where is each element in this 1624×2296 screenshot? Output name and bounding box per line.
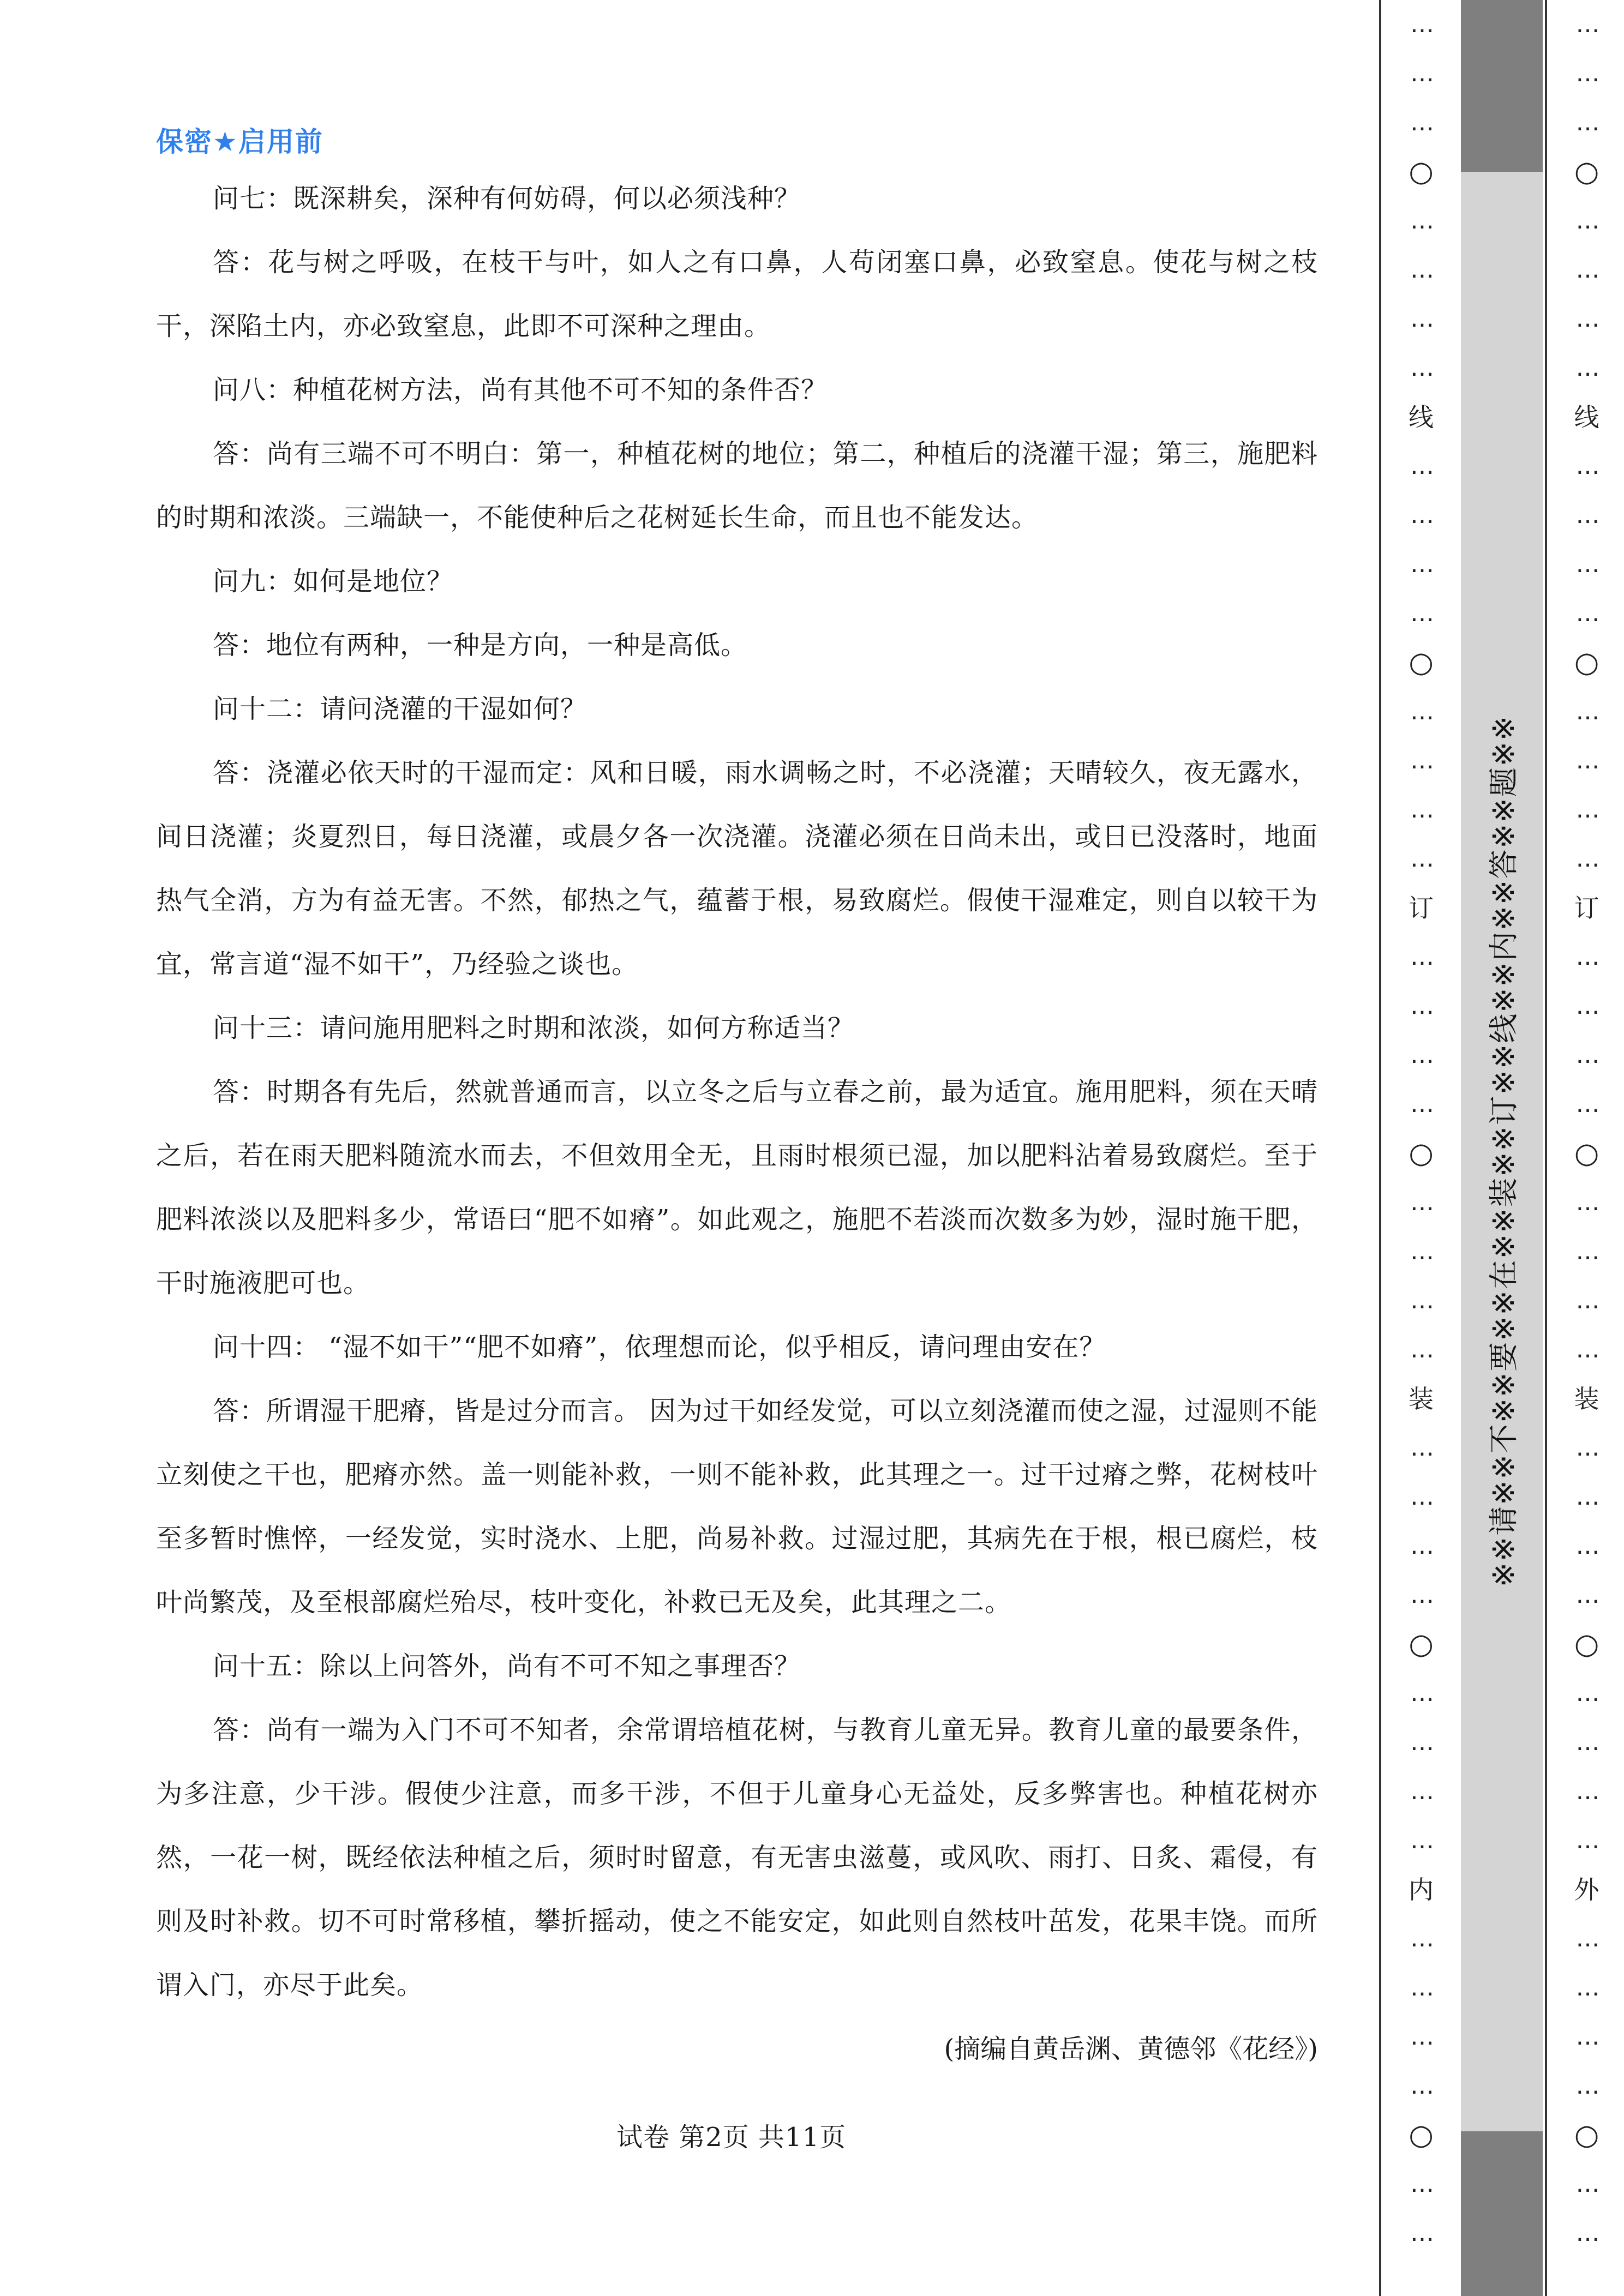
inner-dots: … [1410,305,1432,333]
inner-dots: … [1410,1925,1432,1952]
outer-dots: … [1575,2219,1598,2247]
outer-circle-mark: ○ [1574,1628,1599,1661]
inner-circle-mark: ○ [1409,155,1434,188]
answer-13: 答：时期各有先后，然就普通而言，以立冬之后与立春之前，最为适宜。施用肥料，须在天晴之后，若在雨天肥料随流水而去，不但效用全无，且雨时根须已湿，加以肥料沾着易致腐烂。至于肥料浓淡以及肥料多少，常语曰“肥不如瘠”。如此观之，施肥不若淡而次数多为妙，湿时施干肥，干时施液肥可也。 [156,1077,1318,1299]
inner-dots: … [1410,599,1432,627]
outer-dots: … [1575,2170,1598,2198]
outer-dots: … [1575,207,1598,235]
inner-dots: … [1410,1041,1432,1069]
inner-dots: … [1410,1826,1432,1854]
question-13: 问十三：请问施用肥料之时期和浓淡，如何方称适当？ [213,1013,855,1043]
answer-9: 答：地位有两种，一种是方向，一种是高低。 [213,630,748,660]
inner-dots: … [1410,1679,1432,1707]
inner-word: 订 [1409,893,1434,923]
inner-dots: … [1410,992,1432,1020]
inner-dots: … [1410,109,1432,136]
inner-dots: … [1410,698,1432,725]
answer-12: 答：浇灌必依天时的干湿而定：风和日暖，雨水调畅之时，不必浇灌；天晴较久，夜无露水，间日浇灌；炎夏烈日，每日浇灌，或晨夕各一次浇灌。浇灌必须在日尚未出，或日已没落时，地面热气全消，方为有益无害。不然，郁热之气，蕴蓄于根，易致腐烂。假使干湿难定，则自以较干为宜，常言道“湿不如干”，乃经验之谈也。 [156,758,1318,979]
inner-dots: … [1410,59,1432,87]
outer-dots: … [1575,599,1598,627]
outer-word: 装 [1574,1384,1599,1414]
inner-dots: … [1410,1974,1432,2002]
inner-dots: … [1410,1090,1432,1118]
question-14: 问十四： “湿不如干”“肥不如瘠”，依理想而论，似乎相反，请问理由安在？ [213,1332,1106,1362]
outer-dots: … [1575,845,1598,873]
answer-7: 答：花与树之呼吸，在枝干与叶，如人之有口鼻，人苟闭塞口鼻，必致窒息。使花与树之枝干，深陷土内，亦必致窒息，此即不可深种之理由。 [156,247,1318,341]
inner-circle-mark: ○ [1409,1137,1434,1170]
outer-dots: … [1575,1728,1598,1756]
outer-word: 外 [1574,1875,1599,1904]
page-footer: 试卷 第2页 共11页 [616,2122,847,2153]
inner-dots: … [1410,1336,1432,1363]
outer-dots: … [1575,1925,1598,1952]
question-8: 问八：种植花树方法，尚有其他不可不知的条件否？ [213,375,828,405]
inner-circle-mark: ○ [1409,1628,1434,1661]
inner-dots: … [1410,452,1432,480]
outer-binding-line [1545,0,1624,2296]
inner-dots: … [1410,2023,1432,2051]
inner-dots: … [1410,1237,1432,1265]
inner-dots: … [1410,2170,1432,2198]
inner-dots: … [1410,1434,1432,1462]
answer-15: 答：尚有一端为入门不可不知者，余常谓培植花树，与教育儿童无异。教育儿童的最要条件，为多注意，少干涉。假使少注意，而多干涉，不但于儿童身心无益处，反多弊害也。种植花树亦然，一花一树，既经依法种植之后，须时时留意，有无害虫滋蔓，或风吹、雨打、日炙、霜侵，有则及时补救。切不可时常移植，攀折摇动，使之不能安定，如此则自然枝叶茁发，花果丰饶。而所谓入门，亦尽于此矣。 [156,1715,1318,2000]
binding-notice-strip [1461,0,1543,2296]
inner-dots: … [1410,354,1432,382]
outer-dots: … [1575,1336,1598,1363]
inner-dots: … [1410,2072,1432,2100]
outer-circle-mark: ○ [1574,1137,1599,1170]
outer-binding-marks [1547,0,1624,2296]
binding-notice-text: ※※请※※不※※要※※在※※装※※订※※线※※内※※答※※题※※ [1487,714,1521,1587]
inner-dots: … [1410,1777,1432,1805]
inner-dots: … [1410,501,1432,529]
outer-dots: … [1575,10,1598,38]
outer-dots: … [1575,943,1598,971]
outer-circle-mark: ○ [1574,646,1599,679]
outer-dots: … [1575,501,1598,529]
outer-dots: … [1575,1826,1598,1854]
inner-dots: … [1410,747,1432,774]
outer-dots: … [1575,2023,1598,2051]
outer-dots: … [1575,1679,1598,1707]
outer-dots: … [1575,1041,1598,1069]
inner-dots: … [1410,796,1432,824]
inner-circle-mark: ○ [1409,646,1434,679]
outer-dots: … [1575,1581,1598,1609]
question-7: 问七：既深耕矣，深种有何妨碍，何以必须浅种？ [213,183,801,214]
outer-dots: … [1575,452,1598,480]
outer-dots: … [1575,305,1598,333]
inner-dots: … [1410,1728,1432,1756]
outer-dots: … [1575,256,1598,284]
outer-dots: … [1575,1090,1598,1118]
outer-dots: … [1575,1483,1598,1511]
inner-dots: … [1410,1188,1432,1216]
inner-dots: … [1410,256,1432,284]
answer-14: 答：所谓湿干肥瘠，皆是过分而言。 因为过干如经发觉，可以立刻浇灌而使之湿，过湿则不能立刻使之干也，肥瘠亦然。盖一则能补救，一则不能补救，此其理之一。过干过瘠之弊，花树枝叶至多暂时憔悴，一经发觉，实时浇水、上肥，尚易补救。过湿过肥，其病先在于根，根已腐烂，枝叶尚繁茂，及至根部腐烂殆尽，枝叶变化，补救已无及矣，此其理之二。 [156,1396,1318,1618]
inner-dots: … [1410,207,1432,235]
inner-word: 装 [1409,1384,1434,1414]
outer-dots: … [1575,747,1598,774]
inner-word: 线 [1409,402,1434,432]
inner-dots: … [1410,1483,1432,1511]
inner-binding-line [1379,0,1463,2296]
outer-dots: … [1575,1434,1598,1462]
outer-dots: … [1575,992,1598,1020]
inner-dots: … [1410,550,1432,578]
inner-dots: … [1410,1287,1432,1314]
outer-circle-mark: ○ [1574,155,1599,188]
inner-dots: … [1410,1532,1432,1560]
exam-page-content [156,109,1318,2081]
outer-dots: … [1575,796,1598,824]
outer-word: 订 [1574,893,1599,923]
notice-strip-bottom-block [1461,2131,1543,2296]
secret-label: 保密★启用前 [156,126,323,158]
binding-notice-text-wrap [1461,714,1543,1587]
outer-circle-mark: ○ [1574,2119,1599,2151]
inner-circle-mark: ○ [1409,2119,1434,2151]
question-9: 问九：如何是地位？ [213,566,454,597]
outer-dots: … [1575,1188,1598,1216]
outer-dots: … [1575,1532,1598,1560]
outer-dots: … [1575,109,1598,136]
outer-dots: … [1575,698,1598,725]
outer-dots: … [1575,59,1598,87]
question-12: 问十二：请问浇灌的干湿如何？ [213,694,588,724]
notice-strip-top-block [1461,0,1543,172]
inner-dots: … [1410,943,1432,971]
outer-dots: … [1575,550,1598,578]
outer-dots: … [1575,354,1598,382]
inner-dots: … [1410,845,1432,873]
outer-dots: … [1575,1777,1598,1805]
inner-word: 内 [1409,1875,1434,1904]
answer-8: 答：尚有三端不可不明白：第一，种植花树的地位；第二，种植后的浇灌干湿；第三，施肥料的时期和浓淡。三端缺一，不能使种后之花树延长生命，而且也不能发达。 [156,438,1318,533]
outer-dots: … [1575,1237,1598,1265]
question-15: 问十五：除以上问答外，尚有不可不知之事理否？ [213,1651,801,1681]
inner-binding-marks [1381,0,1461,2296]
outer-dots: … [1575,1287,1598,1314]
outer-dots: … [1575,2072,1598,2100]
outer-word: 线 [1574,402,1599,432]
source-citation: (摘编自黄岳渊、黄德邻《花经》) [944,2034,1318,2064]
inner-dots: … [1410,10,1432,38]
outer-dots: … [1575,1974,1598,2002]
inner-dots: … [1410,1581,1432,1609]
inner-dots: … [1410,2219,1432,2247]
